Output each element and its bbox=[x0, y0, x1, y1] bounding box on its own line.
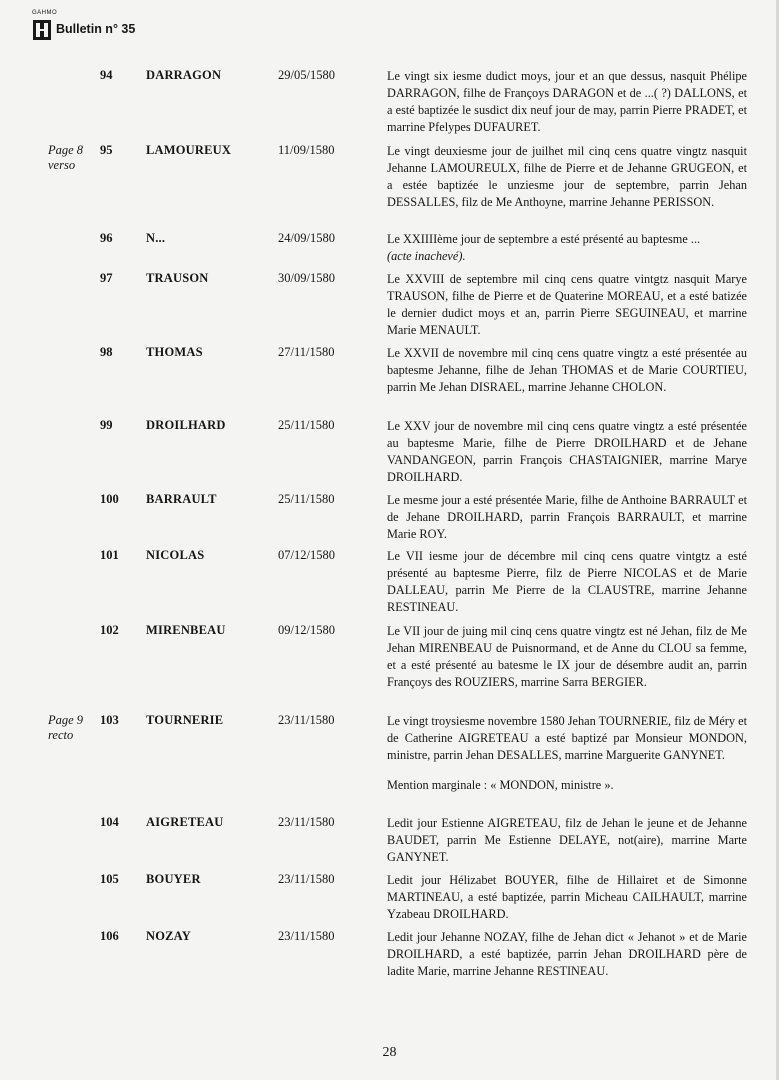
entry-date: 23/11/1580 bbox=[278, 929, 335, 943]
margin-note bbox=[48, 713, 98, 743]
entry-text-body: Le vingt troysiesme novembre 1580 Jehan TOURNERIE, filz de Méry et de Catherine AIGRETEAU a esté baptizé par Monsieur MONDON, ministre, parrin Jehan DESALLES, marrine Marguerite GANYNET. bbox=[387, 714, 747, 762]
entry-number: 102 bbox=[100, 623, 119, 637]
margin-note-text: Page 9 recto bbox=[48, 713, 84, 742]
entry-date: 25/11/1580 bbox=[278, 492, 335, 506]
entry-number: 98 bbox=[100, 345, 113, 359]
entry-text-body: Le XXV jour de novembre mil cinq cens quatre vingtz a esté présentée au baptesme Marie, filhe de Pierre DROILHARD et de Jehane VANDANGEON, parrin François CHASTAIGNIER, marrine Marye DROILHARD. bbox=[387, 419, 747, 484]
entry-number: 97 bbox=[100, 271, 113, 285]
entry-text-body: Ledit jour Estienne AIGRETEAU, filz de Jehan le jeune et de Jehanne BAUDET, parrin Me Estienne DELAYE, not(aire), marrine Marte GANYNET. bbox=[387, 816, 747, 864]
entry-text-body: Le VII iesme jour de décembre mil cinq cens quatre vintgtz a esté présenté au baptesme Pierre, filz de Pierre NICOLAS et de Marie DALLEAU, parrin Me Pierre de la CLAUSTRE, marrine Jehanne RESTINEAU. bbox=[387, 549, 747, 614]
entry-date: 11/09/1580 bbox=[278, 143, 335, 157]
entry-text bbox=[387, 68, 747, 136]
margin-note-text: Page 8 verso bbox=[48, 143, 84, 172]
entry-date: 23/11/1580 bbox=[278, 872, 335, 886]
entry-surname: NOZAY bbox=[146, 929, 191, 943]
entry-surname: THOMAS bbox=[146, 345, 203, 359]
entry-text-body: Le XXVIII de septembre mil cinq cens quatre vintgtz nasquit Marye TRAUSON, filhe de Pierre et de Quaterine MOREAU, et a esté batizée le dernier dudict moys et an, parrin Pierre SEGUINEAU, et marrine Marie MENAULT. bbox=[387, 272, 747, 337]
marginal-mention: Mention marginale : « MONDON, ministre ». bbox=[387, 778, 614, 792]
entry-text bbox=[387, 143, 747, 211]
entry-text-body: Le vingt six iesme dudict moys, jour et an que dessus, nasquit Phélipe DARRAGON, filhe de Françoys DARAGON et de ...( ?) DALLONS, et a esté baptizée le susdict dix neuf jour de may, parrin Pierre PRADET, et marrine Pfelypes DUFAURET. bbox=[387, 69, 747, 134]
entry-text bbox=[387, 231, 747, 265]
entry-date: 09/12/1580 bbox=[278, 623, 335, 637]
entry-text bbox=[387, 815, 747, 866]
entry-text bbox=[387, 713, 747, 794]
entry-date: 24/09/1580 bbox=[278, 231, 335, 245]
entry-number: 100 bbox=[100, 492, 119, 506]
entry-number: 96 bbox=[100, 231, 113, 245]
entry-text bbox=[387, 929, 747, 980]
page-number: 28 bbox=[382, 1045, 397, 1060]
entry-date: 29/05/1580 bbox=[278, 68, 335, 82]
logo-brand-text: GAHMO bbox=[32, 10, 58, 16]
entry-number: 99 bbox=[100, 418, 113, 432]
entry-text-body: Le vingt deuxiesme jour de juilhet mil cinq cens quatre vingtz nasquit Jehanne LAMOUREULX, filhe de Pierre et de Jehanne GRUGEON, et a estée baptizée le unziesme jour de septembre, parrin Jehan DESSALLES, filz de Me Anthoyne, marrine Jehanne PERISSON. bbox=[387, 144, 747, 209]
entry-number: 103 bbox=[100, 713, 119, 727]
entry-text bbox=[387, 623, 747, 691]
entry-surname: BOUYER bbox=[146, 872, 201, 886]
entry-surname: BARRAULT bbox=[146, 492, 217, 506]
entry-surname: TOURNERIE bbox=[146, 713, 224, 727]
page-header bbox=[32, 12, 135, 42]
entry-incomplete-note: (acte inachevé). bbox=[387, 249, 466, 263]
entry-text bbox=[387, 548, 747, 616]
entry-surname: DROILHARD bbox=[146, 418, 226, 432]
entry-text-body: Ledit jour Jehanne NOZAY, filhe de Jehan dict « Jehanot » et de Marie DROILHARD, a esté baptizée, parrin Jehan DROILHARD père de ladite Marie, marrine Jehanne RESTINEAU. bbox=[387, 930, 747, 978]
entry-number: 95 bbox=[100, 143, 113, 157]
entry-surname: MIRENBEAU bbox=[146, 623, 226, 637]
entry-text-body: Le VII jour de juing mil cinq cens quatre vingtz est né Jehan, filz de Me Jehan MIRENBEAU de Puisnormand, et de Anne du CLOU sa femme, et a esté présenté au batesme le IX jour de désembre audit an, parrin Françoys des ROUZIERS, marrine Sarra BERGIER. bbox=[387, 624, 747, 689]
entry-text bbox=[387, 872, 747, 923]
entry-number: 106 bbox=[100, 929, 119, 943]
entry-text bbox=[387, 271, 747, 339]
entry-date: 23/11/1580 bbox=[278, 713, 335, 727]
entry-surname: TRAUSON bbox=[146, 271, 209, 285]
entry-date: 30/09/1580 bbox=[278, 271, 335, 285]
entry-surname: N... bbox=[146, 231, 166, 245]
entry-text-body: Ledit jour Hélizabet BOUYER, filhe de Hillairet et de Simonne MARTINEAU, a esté baptizée, parrin Micheau CAILHAULT, marrine Yzabeau DROILHARD. bbox=[387, 873, 747, 921]
entry-text-body: Le mesme jour a esté présentée Marie, filhe de Anthoine BARRAULT et de Jehane DROILHARD, parrin François BARRAULT, et marrine Marie ROY. bbox=[387, 493, 747, 541]
entry-date: 25/11/1580 bbox=[278, 418, 335, 432]
entry-surname: DARRAGON bbox=[146, 68, 222, 82]
entry-surname: NICOLAS bbox=[146, 548, 205, 562]
emblem-icon bbox=[33, 20, 51, 40]
entry-number: 104 bbox=[100, 815, 119, 829]
entry-text-body: Le XXVII de novembre mil cinq cens quatre vingtz a esté présentée au baptesme Jehanne, filhe de Jehan THOMAS et de Marie COURTIEU, parrin Me Jehan DISRAEL, marrine Jehanne CHOLON. bbox=[387, 346, 747, 394]
entry-text bbox=[387, 418, 747, 486]
entry-surname: AIGRETEAU bbox=[146, 815, 224, 829]
entry-text bbox=[387, 492, 747, 543]
entry-date: 27/11/1580 bbox=[278, 345, 335, 359]
entry-text bbox=[387, 345, 747, 396]
entry-number: 105 bbox=[100, 872, 119, 886]
entry-surname: LAMOUREUX bbox=[146, 143, 232, 157]
entry-text-body: Le XXIIIIème jour de septembre a esté présenté au baptesme ... bbox=[387, 232, 701, 246]
entry-number: 101 bbox=[100, 548, 119, 562]
entry-date: 07/12/1580 bbox=[278, 548, 335, 562]
entry-number: 94 bbox=[100, 68, 113, 82]
bulletin-logo bbox=[32, 10, 58, 42]
bulletin-number: Bulletin n° 35 bbox=[56, 22, 136, 36]
margin-note bbox=[48, 143, 98, 173]
entry-date: 23/11/1580 bbox=[278, 815, 335, 829]
